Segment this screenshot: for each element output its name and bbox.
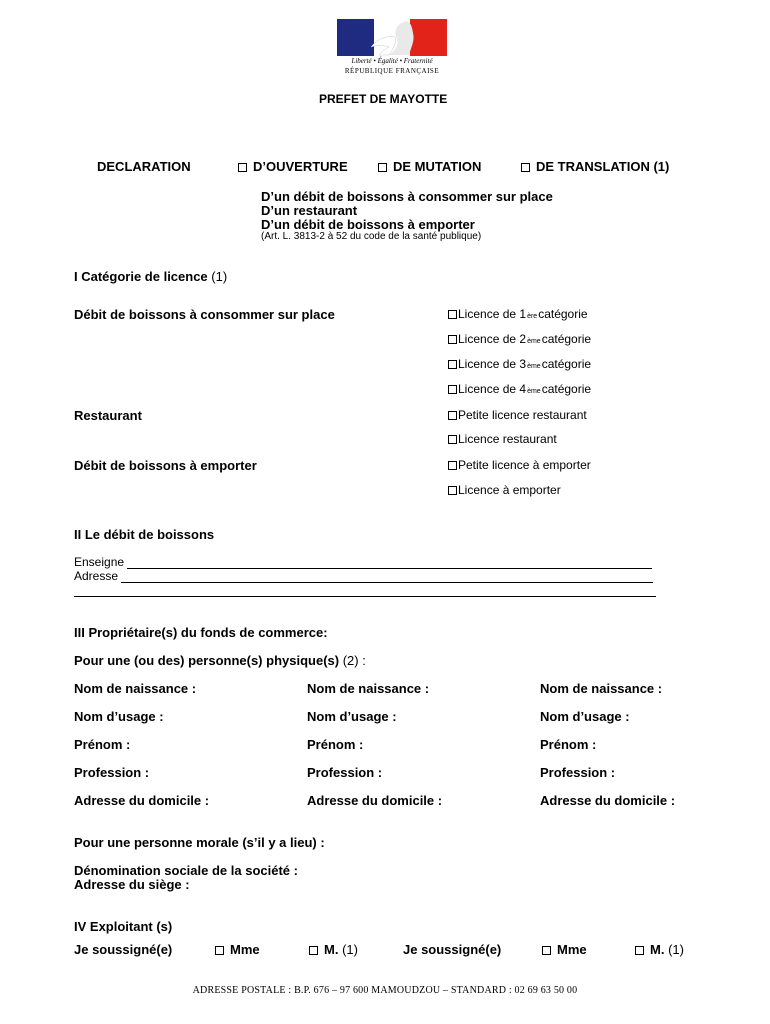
field-label: Nom d’usage : — [540, 709, 630, 724]
licence-option[interactable]: Licence de 4èmecatégorie — [448, 382, 591, 396]
group-sur-place: Débit de boissons à consommer sur place — [74, 307, 335, 322]
option-mutation[interactable]: DE MUTATION — [378, 159, 481, 174]
field-label: Adresse du domicile : — [74, 793, 210, 808]
checkbox[interactable] — [635, 946, 644, 955]
field-label: Prénom : — [74, 737, 131, 752]
option-mme[interactable]: Mme — [542, 942, 587, 957]
enseigne-field[interactable] — [127, 555, 652, 569]
field-label: Nom de naissance : — [74, 681, 197, 696]
checkbox[interactable] — [448, 385, 457, 394]
field-label: Prénom : — [540, 737, 597, 752]
subtitle-line: D’un débit de boissons à consommer sur place — [261, 189, 553, 204]
footer-address: ADRESSE POSTALE : B.P. 676 – 97 600 MAMOUDZOU – STANDARD : 02 69 63 50 00 — [192, 985, 578, 996]
adresse-field-line2[interactable] — [74, 583, 656, 597]
option-mme[interactable]: Mme — [215, 942, 260, 957]
checkbox[interactable] — [378, 163, 387, 172]
section-4-title: IV Exploitant (s) — [74, 919, 173, 934]
section-3-title: III Propriétaire(s) du fonds de commerce: — [74, 625, 328, 640]
legal-reference: (Art. L. 3813-2 à 52 du code de la santé publique) — [261, 231, 482, 242]
declaration-label: DECLARATION — [97, 159, 191, 174]
checkbox[interactable] — [448, 435, 457, 444]
checkbox[interactable] — [521, 163, 530, 172]
licence-option[interactable]: Licence de 1èrecatégorie — [448, 307, 588, 321]
field-label: Nom d’usage : — [74, 709, 164, 724]
flag-emblem-icon — [337, 19, 447, 56]
checkbox[interactable] — [448, 486, 457, 495]
motto: Liberté • Égalité • Fraternité — [351, 57, 433, 65]
marianne-logo — [337, 19, 447, 79]
checkbox[interactable] — [309, 946, 318, 955]
licence-option[interactable]: Licence de 2èmecatégorie — [448, 332, 591, 346]
option-ouverture[interactable]: D’OUVERTURE — [238, 159, 348, 174]
field-label: Nom d’usage : — [307, 709, 397, 724]
checkbox[interactable] — [448, 335, 457, 344]
field-label: Profession : — [74, 765, 150, 780]
enseigne-label: Enseigne — [74, 555, 125, 569]
licence-option[interactable]: Petite licence à emporter — [448, 458, 591, 472]
group-emporter: Débit de boissons à emporter — [74, 458, 257, 473]
morale-heading: Pour une personne morale (s’il y a lieu) : — [74, 835, 325, 850]
soussigne-label: Je soussigné(e) — [74, 942, 173, 957]
denomination-label: Dénomination sociale de la société : — [74, 863, 298, 878]
option-translation[interactable]: DE TRANSLATION (1) — [521, 159, 669, 174]
licence-option[interactable]: Licence à emporter — [448, 483, 561, 497]
field-label: Prénom : — [307, 737, 364, 752]
licence-option[interactable]: Petite licence restaurant — [448, 408, 587, 422]
checkbox[interactable] — [448, 310, 457, 319]
field-label: Nom de naissance : — [307, 681, 430, 696]
page-title: PREFET DE MAYOTTE — [319, 92, 448, 106]
adresse-label: Adresse — [74, 569, 119, 583]
licence-option[interactable]: Licence restaurant — [448, 432, 557, 446]
subtitle-line: D’un débit de boissons à emporter — [261, 217, 475, 232]
siege-label: Adresse du siège : — [74, 877, 190, 892]
section-1-title: I Catégorie de licence (1) — [74, 269, 228, 284]
group-restaurant: Restaurant — [74, 408, 142, 423]
field-label: Adresse du domicile : — [307, 793, 443, 808]
option-m[interactable]: M. (1) — [309, 942, 358, 957]
field-label: Nom de naissance : — [540, 681, 663, 696]
checkbox[interactable] — [238, 163, 247, 172]
checkbox[interactable] — [448, 461, 457, 470]
physique-heading: Pour une (ou des) personne(s) physique(s) (2) : — [74, 653, 366, 668]
field-label: Profession : — [307, 765, 383, 780]
republic-name: RÉPUBLIQUE FRANÇAISE — [344, 67, 440, 75]
checkbox[interactable] — [215, 946, 224, 955]
soussigne-label: Je soussigné(e) — [403, 942, 502, 957]
section-2-title: II Le débit de boissons — [74, 527, 215, 542]
checkbox[interactable] — [542, 946, 551, 955]
field-label: Adresse du domicile : — [540, 793, 676, 808]
licence-option[interactable]: Licence de 3èmecatégorie — [448, 357, 591, 371]
checkbox[interactable] — [448, 411, 457, 420]
subtitle-line: D’un restaurant — [261, 203, 358, 218]
field-label: Profession : — [540, 765, 616, 780]
checkbox[interactable] — [448, 360, 457, 369]
option-m[interactable]: M. (1) — [635, 942, 684, 957]
adresse-field[interactable] — [121, 569, 653, 583]
